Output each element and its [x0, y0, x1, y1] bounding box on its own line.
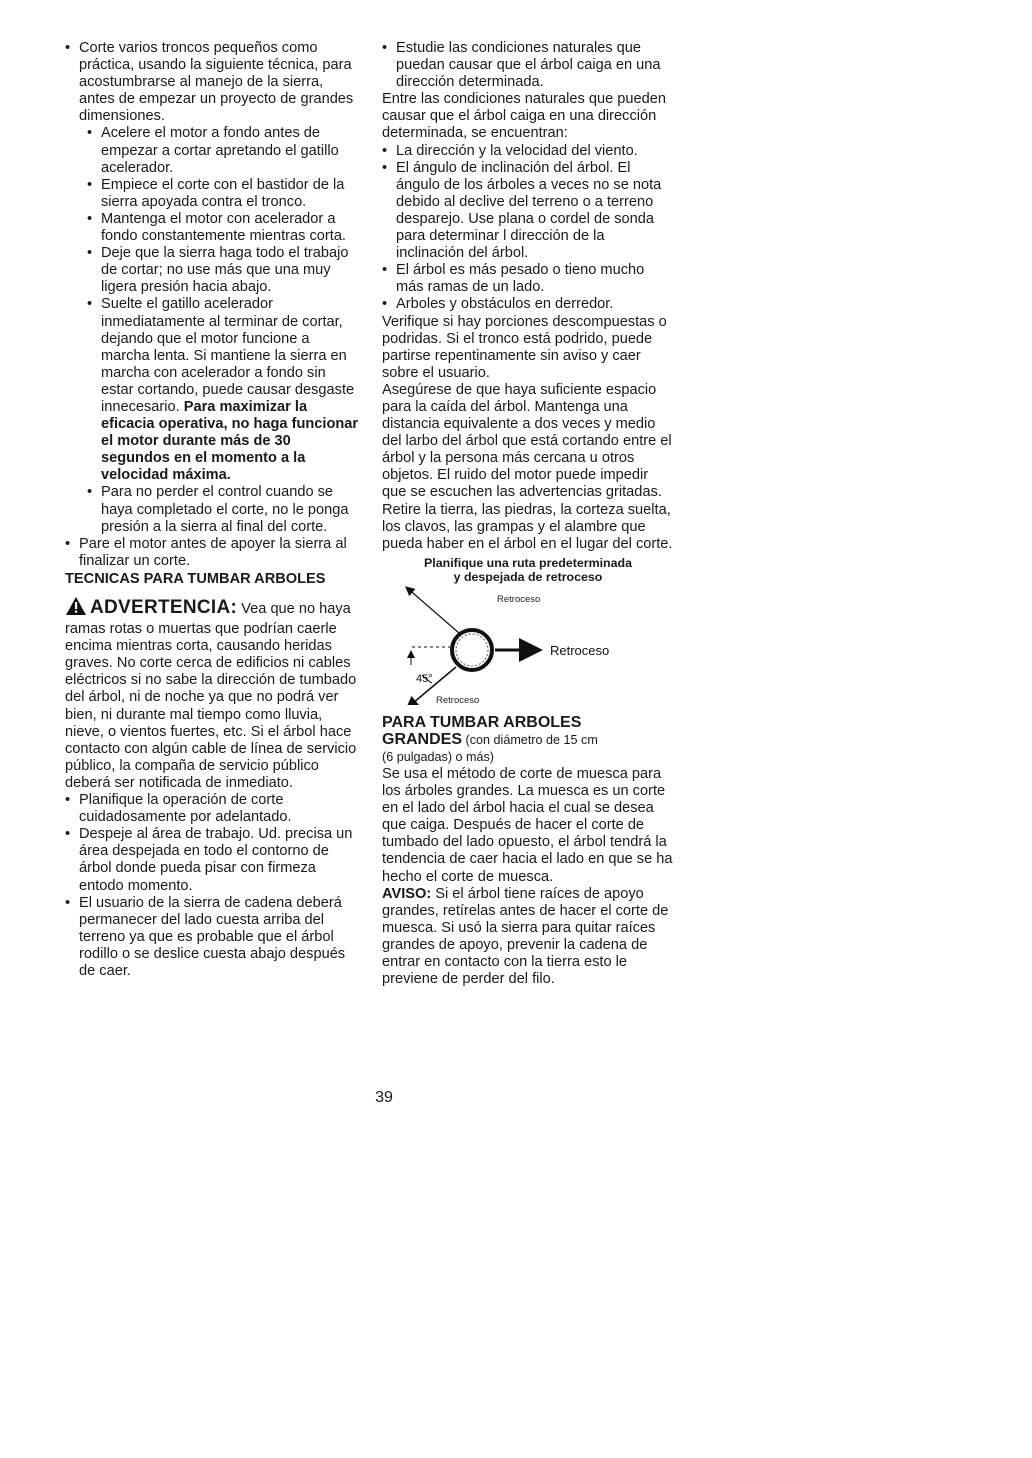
tree-trunk-icon: [452, 630, 492, 670]
figure-caption: [382, 556, 674, 585]
list-item: • El árbol es más pesado o tieno mucho más ramas de un lado.: [382, 262, 674, 296]
warning-triangle-icon: [65, 596, 87, 621]
label-bottom: Retroceso: [436, 694, 480, 705]
size-note: (con diámetro de 15 cm: [462, 732, 598, 747]
list-item-text: Suelte el gatillo acelerador inmediatamente al terminar de cortar, dejando que el motor funcione a marcha lenta. Si mantiene la sierra en marcha con acelerador a fondo sin estar cortando, puede causar desgaste innecesario.: [101, 296, 355, 415]
list-item: [65, 296, 360, 484]
label-top: Retroceso: [497, 593, 541, 605]
warning-text: Vea que no haya ramas rotas o muertas que podrían caerle encima mientras corta, causando heridas graves. No corte cerca de edificios ni cables eléctricos si no sabe la dirección de tumbado del árbol, ni de noche ya que no podrá ver bien, ni durante mal tiempo como lluvia, nieve, o vientos fuertes, etc. Si el árbol hace contacto con algún cable de línea de servicio público, la compaña de servicio público deberá ser notificada de inmediato.: [65, 601, 357, 791]
paragraph: Retire la tierra, las piedras, la corteza suelta, los clavos, las grampas y el alambre que pueda haber en el árbol en el lugar del corte.: [382, 501, 673, 552]
list-item: • Mantenga el motor con acelerador a fondo constantemente mientras corta.: [65, 211, 360, 245]
aviso-paragraph: [382, 886, 674, 989]
escape-route-top: [406, 587, 459, 633]
paragraph: Asegúrese de que haya suficiente espacio para la caída del árbol. Mantenga una distancia equivalente a dos veces y medio del larbo del árbol que está cortando entre el árbol y la persona más cercana u otros objetos. El ruido del motor puede impedir que se escuchen las advertencias gritadas.: [382, 381, 672, 501]
list-item: • El usuario de la sierra de cadena deberá permanecer del lado cuesta arriba del terreno ya que es probable que el árbol rodillo o se deslice cuesta abajo después de caer.: [65, 895, 360, 980]
list-item: • Pare el motor antes de apoyer la sierra al finalizar un corte.: [65, 536, 360, 570]
bold-notice: Para maximizar la eficacia operativa, no haga funcionar el motor durante más de 30 segundos en el momento a la velocidad máxima.: [101, 398, 359, 484]
paragraph: Verifique si hay porciones descompuestas o podridas. Si el tronco está podrido, puede partirse repentinamente sin aviso y caer sobre el usuario.: [382, 313, 667, 381]
warning-title: ADVERTENCIA:: [90, 597, 238, 618]
list-item: • Empiece el corte con el bastidor de la sierra apoyada contra el tronco.: [65, 177, 360, 211]
size-note-2: (6 pulgadas) o más): [382, 749, 494, 764]
figure-caption-line1: Planifique una ruta predeterminada: [424, 555, 632, 570]
paragraph: Se usa el método de corte de muesca para los árboles grandes. La muesca es un corte en el lado del árbol hacia el cual se desea que caiga. Después de hacer el corte de tumbado del lado opuesto, el árbol tendrá la tendencia de caer hacia el lado en que se ha hecho el corte de muesca.: [382, 766, 673, 885]
right-column: [382, 40, 674, 988]
left-column: [65, 40, 360, 980]
list-item: • La dirección y la velocidad del viento.: [382, 143, 674, 160]
label-right: Retroceso: [550, 642, 610, 658]
page-number: 39: [375, 1089, 393, 1106]
figure-caption-line2: y despejada de retroceso: [453, 570, 603, 585]
section-heading: PARA TUMBAR ARBOLES: [382, 713, 582, 731]
aviso-text: Si el árbol tiene raíces de apoyo grandes, retírelas antes de hacer el corte de muesca. Si usó la sierra para quitar raíces grandes de apoyo, prevenir la cadena de entrar en contacto con la tierra esto le previene de perder del filo.: [382, 885, 669, 988]
aviso-label: AVISO:: [382, 885, 432, 902]
kickback-escape-diagram: [382, 585, 674, 705]
list-item: • Corte varios troncos pequeños como práctica, usando la siguiente técnica, para acostumbrarse al manejo de la sierra, antes de empezar un proyecto de grandes dimensiones.: [65, 40, 360, 125]
list-item: • Planifique la operación de corte cuidadosamente por adelantado.: [65, 792, 360, 826]
warning-paragraph: [65, 596, 360, 792]
list-item: • Deje que la sierra haga todo el trabajo de cortar; no use más que una muy ligera presión hacia abajo.: [65, 245, 360, 296]
subheading: [382, 731, 674, 749]
angle-label: 45°: [416, 672, 433, 685]
list-item: • Acelere el motor a fondo antes de empezar a cortar apretando el gatillo acelerador.: [65, 125, 360, 176]
paragraph: Entre las condiciones naturales que pueden causar que el árbol caiga en una dirección determinada, se encuentran:: [382, 91, 666, 142]
list-item: • Despeje al área de trabajo. Ud. precisa un área despejada en todo el contorno de árbol donde pueda pisar con firmeza entodo momento.: [65, 826, 360, 894]
section-heading: TECNICAS PARA TUMBAR ARBOLES: [65, 570, 326, 587]
list-item: • Para no perder el control cuando se haya completado el corte, no le ponga presión a la sierra al final del corte.: [65, 484, 360, 535]
list-item: • Arboles y obstáculos en derredor.: [382, 296, 674, 313]
kickback-diagram-svg: [382, 585, 674, 705]
list-item: • Estudie las condiciones naturales que puedan causar que el árbol caiga en una dirección determinada.: [382, 40, 674, 91]
list-item: • El ángulo de inclinación del árbol. El ángulo de los árboles a veces no se nota debido al declive del terreno o a terreno desparejo. Use plana o cordel de sonda para determinar l dirección de la inclinación del árbol.: [382, 160, 674, 263]
section-heading-grandes: GRANDES: [382, 730, 463, 748]
